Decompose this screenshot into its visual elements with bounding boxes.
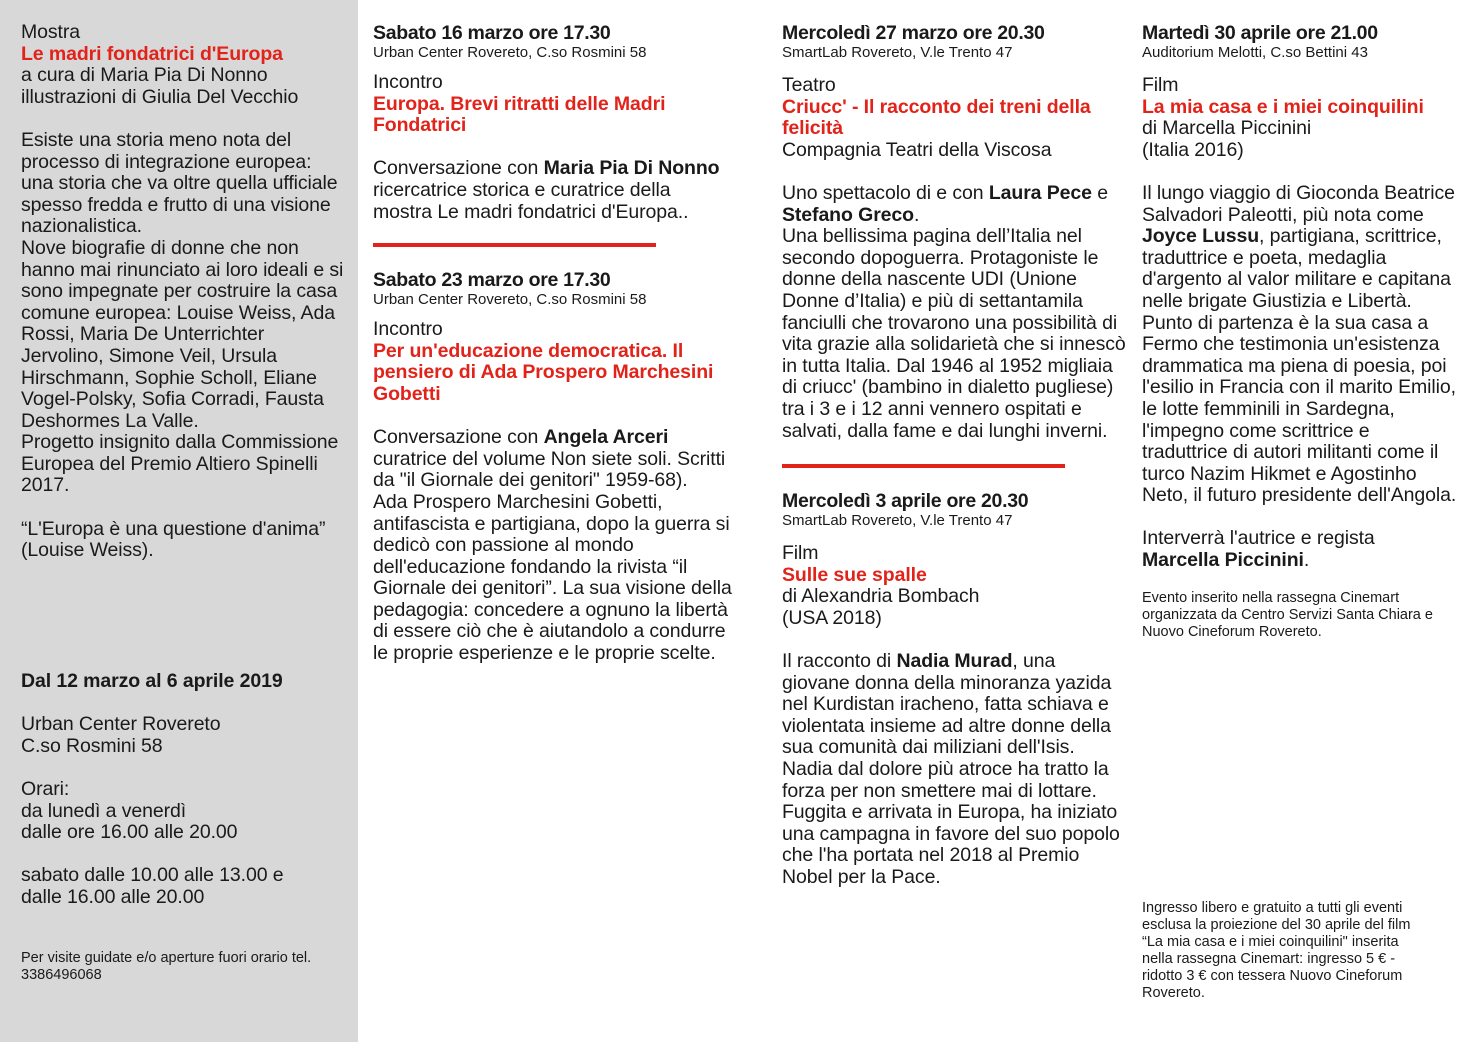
hours-saturday-1: sabato dalle 10.00 alle 13.00 e: [21, 864, 284, 887]
event-venue: Urban Center Rovereto, C.so Rosmini 58: [373, 44, 647, 61]
event-16-march: [373, 22, 733, 223]
hours-saturday-2: dalle 16.00 alle 20.00: [21, 885, 205, 908]
event-speaker: Interverrà l'autrice e regista Marcella Piccinini.: [1142, 527, 1375, 572]
guest-name: Angela Arceri: [543, 426, 669, 449]
exhibition-kind: Mostra: [21, 21, 80, 43]
section-divider: [373, 243, 656, 247]
event-country: (Italia 2016): [1142, 138, 1244, 161]
event-description: Conversazione con Angela Arceri curatrice del volume Non siete soli. Scritti da "il Giornale dei genitori" 1959-68).: [373, 426, 726, 492]
exhibition-description-1: Esiste una storia meno nota del processo di integrazione europea: una storia che va oltre quella ufficiale spesso fredda e frutto di una visione nazionalistica.: [21, 128, 338, 238]
event-body: Punto di partenza è la sua casa a Fermo che testimonia un'esistenza drammatica ma piena di poesia, poi l'esilio in Francia con il marito Emilio, le lotte femminili in Sardegna, l'impegno come scrittrice e traduttrice di autori militanti come il turco Nazim Hikmet e Agostinho Neto, il futuro presidente dell'Angola.: [1142, 311, 1457, 507]
event-venue: SmartLab Rovereto, V.le Trento 47: [782, 512, 1013, 530]
venue-name: Urban Center Rovereto: [21, 713, 221, 735]
speaker-name: Marcella Piccinini: [1142, 549, 1304, 572]
hours-label: Orari:: [21, 778, 70, 800]
meetings-column: [373, 0, 733, 665]
exhibition-curator: a cura di Maria Pia Di Nonno: [21, 64, 268, 87]
exhibition-illustrator: illustrazioni di Giulia Del Vecchio: [21, 85, 299, 108]
entry-info: Ingresso libero e gratuito a tutti gli eventi esclusa la proiezione del 30 aprile del film “La mia casa e i miei coinquilini" inserita nella rassegna Cinemart: ingresso 5 € - ridotto 3 € con tessera Nuovo Cineforum Rovereto.: [1142, 900, 1411, 1001]
film-column: [1142, 0, 1460, 1001]
event-date: Mercoledì 3 aprile ore 20.30: [782, 490, 1029, 513]
actor-name: Stefano Greco: [782, 203, 914, 226]
event-kind: Incontro: [373, 318, 443, 341]
theatre-film-column: [782, 0, 1127, 889]
event-note: Evento inserito nella rassegna Cinemart organizzata da Centro Servizi Santa Chiara e Nuovo Cineforum Rovereto.: [1142, 589, 1433, 640]
exhibition-dates: Dal 12 marzo al 6 aprile 2019: [21, 670, 283, 692]
event-kind: Incontro: [373, 71, 443, 93]
event-kind: Film: [1142, 74, 1179, 96]
event-kind: Film: [782, 542, 819, 565]
event-country: (USA 2018): [782, 606, 882, 629]
opening-hours: [21, 779, 284, 909]
guided-visits-info: Per visite guidate e/o aperture fuori orario tel. 3386496068: [21, 950, 312, 983]
event-description: Il racconto di Nadia Murad, una giovane donna della minoranza yazida nel Kurdistan iracheno, fatta schiava e violentata insieme ad altre donne della sua comunità dai miliziani dell'Isis. Nadia dal dolore più atroce ha tratto la forza per non smettere mai di lottare. Fuggita e arrivata in Europa, ha iniziato una campagna in favore del suo popolo che l'ha portata nel 2018 al Premio Nobel per la Pace.: [782, 650, 1120, 888]
event-23-march: [373, 269, 733, 665]
actor-name: Laura Pece: [988, 181, 1092, 204]
event-date: Sabato 16 marzo ore 17.30: [373, 22, 611, 44]
event-title: Europa. Brevi ritratti delle Madri Fondatrici: [373, 92, 666, 137]
section-divider: [782, 464, 1065, 468]
event-director: di Marcella Piccinini: [1142, 117, 1312, 140]
guest-name: Maria Pia Di Nonno: [543, 157, 720, 180]
venue-address: C.so Rosmini 58: [21, 734, 163, 757]
event-director: di Alexandria Bombach: [782, 585, 980, 608]
event-title: Per un'educazione democratica. Il pensiero di Ada Prospero Marchesini Gobetti: [373, 339, 714, 405]
event-description: Uno spettacolo di e con Laura Pece e Stefano Greco.: [782, 181, 1108, 226]
event-company: Compagnia Teatri della Viscosa: [782, 138, 1052, 161]
subject-name: Nadia Murad: [896, 650, 1013, 673]
event-venue: Urban Center Rovereto, C.so Rosmini 58: [373, 291, 647, 309]
event-3-april: [782, 490, 1127, 889]
exhibition-quote: “L'Europa è una questione d'anima” (Louise Weiss).: [21, 517, 326, 562]
exhibition-venue: [21, 714, 221, 757]
event-date: Sabato 23 marzo ore 17.30: [373, 269, 611, 292]
exhibition-column: [0, 0, 358, 1042]
event-27-march: [782, 22, 1127, 442]
event-body: Una bellissima pagina dell’Italia nel secondo dopoguerra. Protagoniste le donne della nascente UDI (Unione Donne d’Italia) e più di settantamila fanciulli che trovarono una possibilità di vita grazie alla solidarietà che si innescò in tutta Italia. Dal 1946 al 1952 migliaia di criucc' (bambino in dialetto pugliese) tra i 3 e i 12 anni vennero ospitati e salvati, dalla fame e dai lunghi inverni.: [782, 225, 1126, 442]
exhibition-description-3: Progetto insignito dalla Commissione Europea del Premio Altiero Spinelli 2017.: [21, 431, 339, 497]
event-date: Martedì 30 aprile ore 21.00: [1142, 22, 1378, 44]
event-description: Conversazione con Maria Pia Di Nonno ricercatrice storica e curatrice della mostra Le madri fondatrici d'Europa..: [373, 157, 720, 223]
event-venue: SmartLab Rovereto, V.le Trento 47: [782, 44, 1013, 61]
event-30-april: [1142, 22, 1460, 641]
event-title: Sulle sue spalle: [782, 563, 927, 586]
event-kind: Teatro: [782, 74, 836, 96]
hours-weekdays-times: dalle ore 16.00 alle 20.00: [21, 821, 238, 844]
event-title: La mia casa e i miei coinquilini: [1142, 95, 1424, 118]
event-body: Ada Prospero Marchesini Gobetti, antifascista e partigiana, dopo la guerra si dedicò con passione al mondo dell'educazione fondando la rivista “il Giornale dei genitori”. La sua visione della pedagogia: concedere a ognuno la libertà di essere ciò che è aiutandolo a condurre le proprie esperienze e le proprie scelte.: [373, 490, 732, 665]
event-venue: Auditorium Melotti, C.so Bettini 43: [1142, 44, 1368, 61]
event-date: Mercoledì 27 marzo ore 20.30: [782, 22, 1045, 44]
exhibition-title: Le madri fondatrici d'Europa: [21, 42, 283, 65]
event-title: Criucc' - Il racconto dei treni della felicità: [782, 95, 1091, 140]
event-description: Il lungo viaggio di Gioconda Beatrice Salvadori Paleotti, più nota come Joyce Lussu, partigiana, scrittrice, traduttrice e poeta, medaglia d'argento al valor militare e capitana nelle brigate Giustizia e Libertà.: [1142, 181, 1455, 312]
exhibition-description-2: Nove biografie di donne che non hanno mai rinunciato ai loro ideali e si sono impegnate per costruire la casa comune europea: Louise Weiss, Ada Rossi, Maria De Unterrichter Jervolino, Simone Veil, Ursula Hirschmann, Sophie Scholl, Eliane Vogel-Polsky, Sofia Corradi, Fausta Deshormes La Valle.: [21, 236, 344, 432]
hours-weekdays-days: da lunedì a venerdì: [21, 799, 187, 822]
subject-name: Joyce Lussu: [1142, 225, 1260, 248]
